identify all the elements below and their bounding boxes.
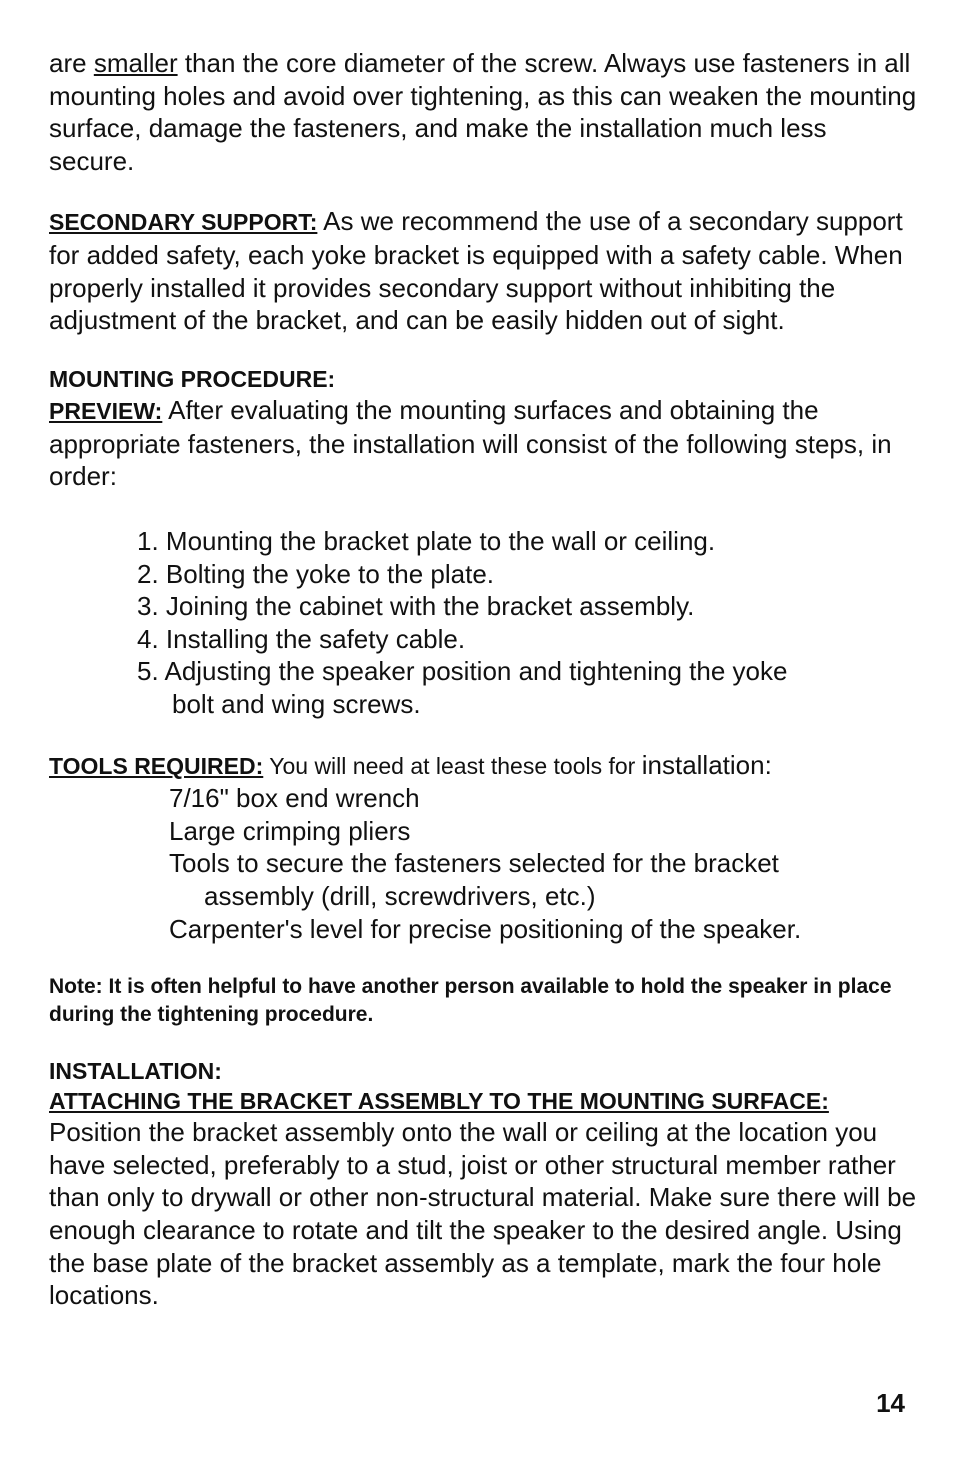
- note-paragraph: Note: It is often helpful to have another person available to hold the speaker in place during the tightening procedure.: [49, 975, 892, 1027]
- list-item-continuation: bolt and wing screws.: [172, 689, 421, 719]
- list-item: Carpenter's level for precise positioning of the speaker.: [169, 913, 802, 944]
- list-item: 3. Joining the cabinet with the bracket assembly.: [137, 591, 695, 622]
- list-item: 1. Mounting the bracket plate to the wall or ceiling.: [137, 526, 716, 557]
- intro-paragraph: [49, 47, 919, 177]
- list-item: 5. Adjusting the speaker position and tightening the yoke: [137, 656, 788, 687]
- intro-underlined-word: smaller: [93, 48, 178, 78]
- secondary-support-paragraph: [49, 205, 919, 336]
- installation-paragraph: Position the bracket assembly onto the wall or ceiling at the location you have selected, preferably to a stud, joist or other structural member rather than only to drywall or other non-structural material. Make sure there will be enough clearance to rotate and tilt the speaker to the desired angle. Using the base plate of the bracket assembly as a template, mark the four hole locations.: [49, 1117, 917, 1311]
- tools-required-paragraph: [49, 749, 919, 783]
- preview-heading: PREVIEW:: [49, 398, 163, 425]
- list-item: Large crimping pliers: [169, 815, 411, 846]
- list-item: Tools to secure the fasteners selected for the bracket: [169, 848, 779, 879]
- tools-intro-end: installation:: [641, 749, 772, 780]
- page-number: 14: [876, 1388, 905, 1418]
- list-item: 4. Installing the safety cable.: [137, 623, 466, 654]
- installation-subheading: ATTACHING THE BRACKET ASSEMBLY TO THE MOUNTING SURFACE:: [49, 1087, 829, 1114]
- preview-text: After evaluating the mounting surfaces and obtaining the appropriate fasteners, the installation will consist of the following steps, in order:: [49, 395, 892, 492]
- list-item-continuation: assembly (drill, screwdrivers, etc.): [204, 880, 596, 911]
- intro-prefix: are: [49, 48, 94, 78]
- secondary-support-heading: SECONDARY SUPPORT:: [49, 209, 318, 236]
- procedure-steps-list: [49, 525, 919, 721]
- manual-page: [49, 47, 919, 1312]
- tools-required-heading: TOOLS REQUIRED:: [49, 752, 264, 779]
- tools-intro-small: You will need at least these tools for: [263, 752, 642, 779]
- secondary-support-text: As we recommend the use of a secondary support for added safety, each yoke bracket is equipped with a safety cable. When properly installed it provides secondary support without inhibiting the adjustment of the bracket, and can be easily hidden out of sight.: [49, 206, 903, 336]
- list-item: 2. Bolting the yoke to the plate.: [137, 558, 495, 589]
- preview-paragraph: [49, 394, 919, 493]
- intro-rest: than the core diameter of the screw. Always use fasteners in all mounting holes and avoid over tightening, as this can weaken the mounting surface, damage the fasteners, and make the installation much less secure.: [49, 48, 917, 176]
- mounting-procedure-heading: MOUNTING PROCEDURE:: [49, 365, 336, 392]
- list-item: 7/16" box end wrench: [169, 783, 420, 814]
- tools-list: [49, 782, 919, 945]
- installation-heading: INSTALLATION:: [49, 1058, 222, 1085]
